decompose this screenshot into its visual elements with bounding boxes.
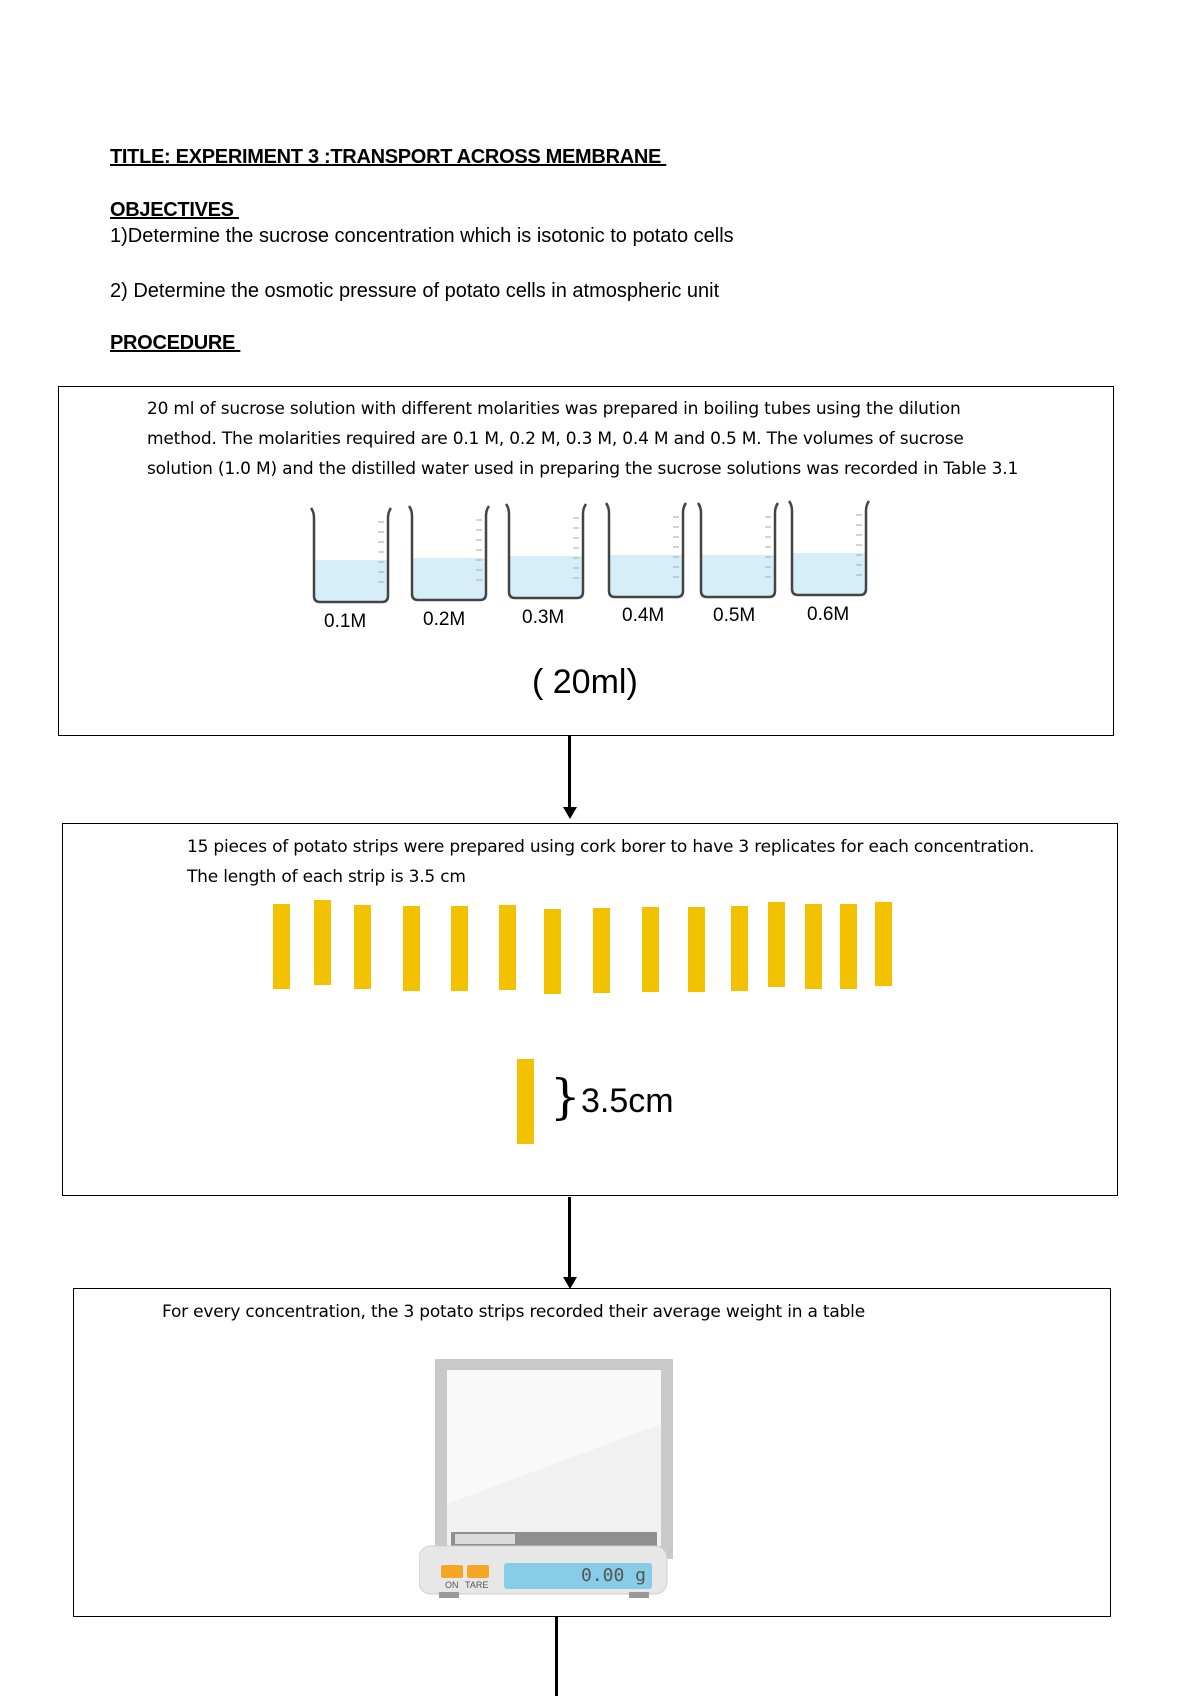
tare-label: TARE [465, 1580, 489, 1590]
potato-strip [840, 904, 857, 989]
beaker-liquid [792, 553, 866, 595]
potato-strip [805, 904, 822, 989]
tare-button[interactable] [467, 1565, 489, 1578]
step1-line-3: solution (1.0 M) and the distilled water used in preparing the sucrose solutions was recorded in Table 3.1 [147, 459, 1019, 479]
potato-strip [314, 900, 331, 985]
beaker-label-1: 0.1M [324, 611, 367, 632]
potato-strip [642, 907, 659, 992]
step3-line-1: For every concentration, the 3 potato strips recorded their average weight in a table [162, 1302, 865, 1322]
beaker-label-5: 0.5M [713, 605, 756, 626]
step2-line-1: 15 pieces of potato strips were prepared using cork borer to have 3 replicates for each concentration. [187, 837, 1035, 857]
beaker-6 [789, 501, 869, 595]
flow-arrow-1 [568, 736, 571, 807]
beaker-label-6: 0.6M [807, 604, 850, 625]
brace-icon: } [550, 1069, 581, 1125]
flow-arrow-3 [555, 1617, 558, 1696]
potato-strip [593, 908, 610, 993]
on-label: ON [445, 1580, 459, 1590]
objective-1: 1)Determine the sucrose concentration which is isotonic to potato cells [110, 225, 734, 247]
beaker-liquid [609, 555, 683, 597]
arrowhead-1 [563, 807, 577, 819]
beaker-1 [311, 508, 391, 602]
beaker-liquid [509, 556, 583, 598]
beaker-liquid [314, 560, 388, 602]
potato-strip [731, 906, 748, 991]
potato-strip [403, 906, 420, 991]
strip-length-label: 3.5cm [581, 1082, 674, 1120]
step2-text [187, 832, 1034, 892]
potato-strip [875, 902, 892, 986]
beaker-label-4: 0.4M [622, 605, 665, 626]
step2-box [62, 823, 1118, 1196]
step1-line-2: method. The molarities required are 0.1 M, 0.2 M, 0.3 M, 0.4 M and 0.5 M. The volumes of sucrose [147, 429, 964, 449]
objectives-heading: OBJECTIVES [110, 199, 239, 221]
potato-strip [451, 906, 468, 991]
volume-note: ( 20ml) [532, 663, 638, 701]
sample-strip [517, 1059, 534, 1144]
potato-strip [273, 904, 290, 989]
objective-2: 2) Determine the osmotic pressure of potato cells in atmospheric unit [110, 280, 720, 302]
step3-box [73, 1288, 1111, 1617]
potato-strip [768, 902, 785, 987]
procedure-heading: PROCEDURE [110, 332, 241, 354]
flow-arrow-2 [568, 1197, 571, 1278]
potato-strip [544, 909, 561, 994]
scale-display: 0.00 g [504, 1563, 652, 1589]
on-button[interactable] [441, 1565, 463, 1578]
potato-strip [499, 905, 516, 990]
beaker-liquid [412, 558, 486, 600]
beaker-liquid [701, 555, 775, 597]
beaker-4 [606, 503, 686, 597]
step3-text [162, 1297, 865, 1327]
beaker-label-3: 0.3M [522, 607, 565, 628]
step2-line-2: The length of each strip is 3.5 cm [187, 867, 466, 887]
potato-strip [354, 905, 371, 989]
beaker-3 [506, 504, 586, 598]
beaker-5 [698, 503, 778, 597]
beaker-label-2: 0.2M [423, 609, 466, 630]
step1-line-1: 20 ml of sucrose solution with different molarities was prepared in boiling tubes using the dilution [147, 399, 961, 419]
beaker-2 [409, 506, 489, 600]
page-title: TITLE: EXPERIMENT 3 :TRANSPORT ACROSS MEMBRANE [110, 146, 667, 168]
step1-box [58, 386, 1114, 736]
potato-strip [688, 907, 705, 992]
